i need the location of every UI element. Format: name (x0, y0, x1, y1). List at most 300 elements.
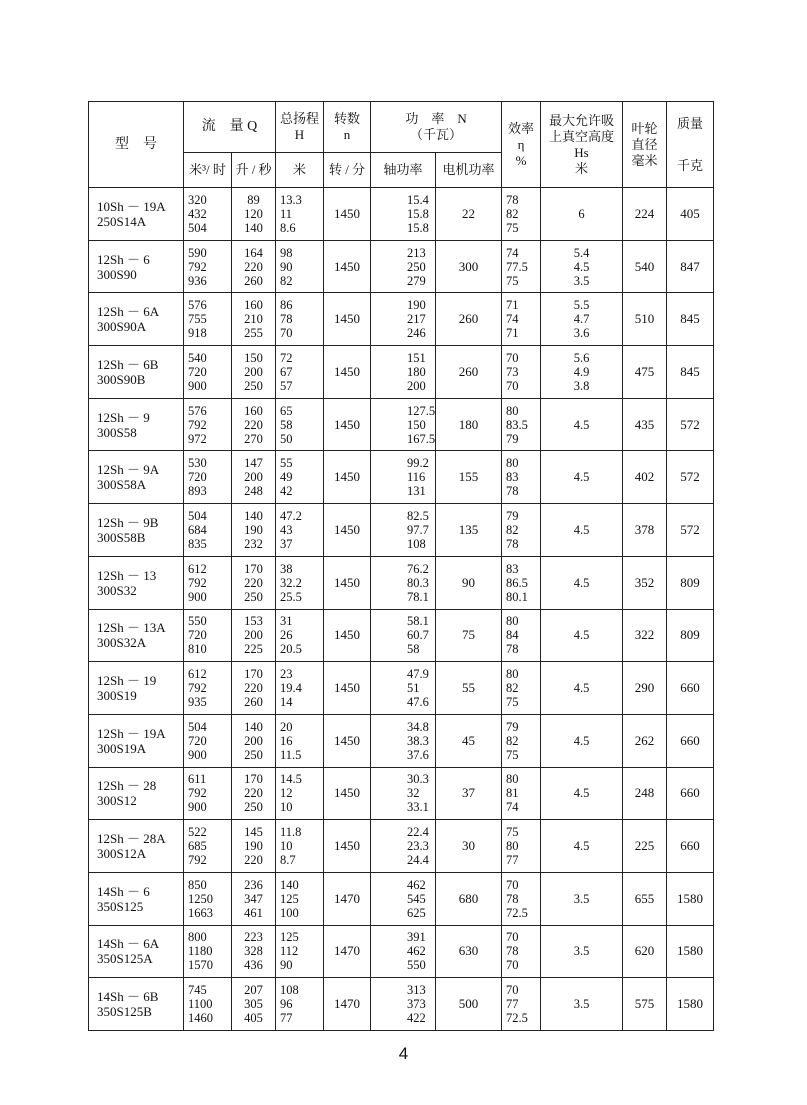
table-row (89, 451, 714, 504)
cell-line: 250S14A (97, 213, 147, 229)
cell-line: 900 (188, 747, 207, 762)
cell-head (276, 398, 324, 451)
header-head-title: 总扬程 (279, 111, 319, 126)
cell-hs (541, 609, 623, 662)
cell-line: 550 (188, 614, 207, 629)
table-row (89, 978, 714, 1031)
cell-head (276, 504, 324, 557)
cell-line: 150 (407, 417, 426, 432)
cell-line: 900 (188, 378, 207, 393)
cell-line: 76.2 (407, 561, 429, 576)
cell-line: 80 (506, 772, 519, 787)
cell-q-m3h (184, 978, 232, 1031)
cell-line: 71 (506, 326, 519, 341)
cell-line: 170 (244, 772, 263, 787)
cell-speed: 1450 (324, 820, 371, 873)
cell-line: 4.5 (573, 417, 590, 432)
header-speed-unit: 转 / 分 (324, 153, 371, 188)
cell-line: 248 (244, 484, 263, 499)
cell-line: 24.4 (407, 853, 429, 868)
cell-line: 96 (280, 997, 293, 1012)
cell-line: 58.1 (407, 614, 429, 629)
cell-line: 15.4 (407, 192, 429, 207)
cell-q-m3h (184, 820, 232, 873)
cell-line: 12Sh － 6 (97, 251, 150, 267)
cell-eff (502, 662, 541, 715)
cell-hs (541, 556, 623, 609)
cell-line: 70 (506, 958, 519, 973)
cell-line: 4.5 (573, 681, 590, 696)
cell-impeller: 378 (623, 504, 667, 557)
table-header (89, 102, 714, 188)
cell-line: 80.1 (506, 589, 528, 604)
cell-q-m3h (184, 556, 232, 609)
header-impeller (623, 102, 667, 188)
cell-line: 15.8 (407, 220, 429, 235)
cell-line: 12Sh － 19 (97, 673, 157, 689)
cell-speed: 1450 (324, 662, 371, 715)
cell-line: 255 (244, 326, 263, 341)
header-power (371, 102, 502, 153)
cell-hs (541, 820, 623, 873)
cell-q-ls (232, 504, 276, 557)
cell-q-m3h (184, 872, 232, 925)
cell-line: 70 (506, 877, 519, 892)
cell-line: 300S90 (97, 266, 137, 282)
cell-eff (502, 451, 541, 504)
cell-line: 220 (244, 681, 263, 696)
cell-line: 893 (188, 484, 207, 499)
cell-line: 3.5 (573, 944, 590, 959)
table-row (89, 662, 714, 715)
cell-line: 80 (506, 456, 519, 471)
header-efficiency-unit: % (515, 152, 527, 168)
cell-line: 504 (188, 719, 207, 734)
cell-line: 60.7 (407, 628, 429, 643)
cell-line: 82 (506, 733, 519, 748)
cell-line: 55 (280, 456, 293, 471)
table-row (89, 556, 714, 609)
cell-motor: 75 (436, 609, 502, 662)
cell-motor: 300 (436, 240, 502, 293)
table-row (89, 609, 714, 662)
cell-eff (502, 293, 541, 346)
cell-line: 80 (506, 403, 519, 418)
cell-line: 260 (244, 695, 263, 710)
cell-line: 200 (244, 364, 263, 379)
cell-line: 4.7 (573, 312, 590, 327)
cell-q-m3h (184, 451, 232, 504)
header-head (276, 102, 324, 153)
cell-shaft (371, 767, 436, 820)
table-row (89, 872, 714, 925)
cell-line: 75 (506, 695, 519, 710)
cell-q-ls (232, 346, 276, 399)
header-suction-unit: 米 (575, 160, 589, 176)
cell-line: 220 (244, 575, 263, 590)
cell-line: 164 (244, 245, 263, 260)
cell-eff (502, 556, 541, 609)
table-row (89, 925, 714, 978)
header-model: 型 号 (89, 102, 184, 188)
cell-line: 462 (407, 877, 426, 892)
cell-line: 32 (407, 786, 420, 801)
cell-line: 120 (244, 206, 263, 221)
cell-model (89, 398, 184, 451)
cell-hs (541, 872, 623, 925)
cell-line: 34.8 (407, 719, 429, 734)
cell-q-ls (232, 451, 276, 504)
cell-model (89, 714, 184, 767)
cell-hs (541, 398, 623, 451)
cell-head (276, 240, 324, 293)
cell-line: 11.5 (280, 747, 302, 762)
cell-line: 82 (280, 273, 293, 288)
cell-line: 5.6 (573, 350, 590, 365)
table-row (89, 293, 714, 346)
cell-line: 300S58 (97, 424, 137, 440)
cell-line: 461 (244, 905, 263, 920)
cell-line: 140 (244, 508, 263, 523)
cell-line: 720 (188, 733, 207, 748)
cell-line: 147 (244, 456, 263, 471)
cell-line: 436 (244, 958, 263, 973)
cell-line: 918 (188, 326, 207, 341)
cell-line: 38 (280, 561, 293, 576)
cell-head (276, 872, 324, 925)
cell-line: 78 (506, 891, 519, 906)
cell-line: 78.1 (407, 589, 429, 604)
cell-mass: 660 (667, 767, 714, 820)
cell-line: 347 (244, 891, 263, 906)
cell-line: 300S19 (97, 688, 137, 704)
cell-line: 150 (244, 350, 263, 365)
cell-line: 75 (506, 220, 519, 235)
cell-line: 100 (280, 905, 299, 920)
cell-mass: 845 (667, 346, 714, 399)
table-row (89, 504, 714, 557)
cell-line: 112 (280, 944, 299, 959)
header-power-title: 功 率 N (405, 111, 467, 126)
cell-line: 14.5 (280, 772, 302, 787)
cell-impeller: 290 (623, 662, 667, 715)
cell-line: 47.9 (407, 667, 429, 682)
cell-line: 116 (407, 470, 426, 485)
cell-line: 792 (188, 786, 207, 801)
cell-head (276, 346, 324, 399)
cell-head (276, 662, 324, 715)
cell-q-ls (232, 872, 276, 925)
cell-head (276, 925, 324, 978)
cell-line: 422 (407, 1011, 426, 1026)
cell-line: 8.7 (280, 853, 296, 868)
cell-line: 89 (247, 192, 260, 207)
cell-eff (502, 820, 541, 873)
cell-line: 462 (407, 944, 426, 959)
cell-speed: 1450 (324, 504, 371, 557)
cell-line: 300S32A (97, 635, 147, 651)
cell-line: 576 (188, 298, 207, 313)
cell-hs (541, 978, 623, 1031)
cell-line: 590 (188, 245, 207, 260)
cell-line: 74 (506, 800, 519, 815)
cell-impeller: 510 (623, 293, 667, 346)
cell-motor: 135 (436, 504, 502, 557)
cell-line: 685 (188, 839, 207, 854)
cell-line: 33.1 (407, 800, 429, 815)
cell-shaft (371, 978, 436, 1031)
cell-line: 108 (407, 536, 426, 551)
cell-line: 200 (244, 628, 263, 643)
cell-line: 30.3 (407, 772, 429, 787)
cell-line: 83 (506, 561, 519, 576)
cell-line: 720 (188, 628, 207, 643)
cell-q-m3h (184, 662, 232, 715)
cell-q-ls (232, 714, 276, 767)
cell-line: 90 (280, 958, 293, 973)
cell-line: 10 (280, 800, 293, 815)
cell-line: 98 (280, 245, 293, 260)
cell-line: 300S58A (97, 477, 147, 493)
cell-line: 131 (407, 484, 426, 499)
cell-line: 213 (407, 245, 426, 260)
cell-q-ls (232, 240, 276, 293)
cell-line: 200 (407, 378, 426, 393)
cell-line: 3.5 (573, 273, 590, 288)
cell-model (89, 293, 184, 346)
cell-shaft (371, 872, 436, 925)
cell-line: 936 (188, 273, 207, 288)
cell-line: 74 (506, 312, 519, 327)
cell-line: 3.8 (573, 378, 590, 393)
cell-head (276, 609, 324, 662)
cell-line: 73 (506, 364, 519, 379)
cell-mass: 405 (667, 188, 714, 241)
cell-hs (541, 293, 623, 346)
cell-line: 576 (188, 403, 207, 418)
cell-q-m3h (184, 504, 232, 557)
cell-eff (502, 872, 541, 925)
cell-line: 250 (407, 259, 426, 274)
cell-line: 250 (244, 747, 263, 762)
cell-line: 300S58B (97, 529, 146, 545)
cell-speed: 1470 (324, 925, 371, 978)
cell-line: 71 (506, 298, 519, 313)
cell-line: 23.3 (407, 839, 429, 854)
cell-line: 220 (244, 786, 263, 801)
cell-q-m3h (184, 767, 232, 820)
cell-line: 43 (280, 522, 293, 537)
cell-line: 79 (506, 431, 519, 446)
cell-model (89, 662, 184, 715)
cell-head (276, 556, 324, 609)
cell-line: 11.8 (280, 825, 302, 840)
cell-head (276, 978, 324, 1031)
cell-line: 82 (506, 681, 519, 696)
cell-line: 82 (506, 206, 519, 221)
cell-line: 80 (506, 614, 519, 629)
cell-shaft (371, 714, 436, 767)
cell-line: 900 (188, 589, 207, 604)
cell-line: 313 (407, 983, 426, 998)
cell-head (276, 188, 324, 241)
table-row (89, 346, 714, 399)
cell-line: 246 (407, 326, 426, 341)
cell-line: 97.7 (407, 522, 429, 537)
cell-line: 19.4 (280, 681, 302, 696)
cell-line: 4.5 (573, 786, 590, 801)
cell-impeller: 540 (623, 240, 667, 293)
cell-line: 77 (280, 1011, 293, 1026)
cell-line: 140 (280, 877, 299, 892)
header-mass (667, 102, 714, 188)
cell-impeller: 224 (623, 188, 667, 241)
cell-line: 80.3 (407, 575, 429, 590)
cell-line: 70 (506, 930, 519, 945)
cell-model (89, 346, 184, 399)
cell-speed: 1450 (324, 451, 371, 504)
cell-line: 4.5 (573, 839, 590, 854)
cell-line: 1460 (188, 1011, 213, 1026)
cell-speed: 1470 (324, 978, 371, 1031)
cell-line: 530 (188, 456, 207, 471)
cell-line: 720 (188, 470, 207, 485)
cell-speed: 1450 (324, 767, 371, 820)
cell-line: 12Sh － 6A (97, 304, 160, 320)
cell-line: 77 (506, 997, 519, 1012)
cell-line: 14Sh － 6 (97, 883, 150, 899)
header-flow-m3h: 米³/ 时 (184, 153, 232, 188)
cell-mass: 572 (667, 398, 714, 451)
cell-shaft (371, 451, 436, 504)
cell-line: 200 (244, 470, 263, 485)
cell-line: 31 (280, 614, 293, 629)
cell-line: 78 (506, 536, 519, 551)
cell-line: 350S125 (97, 898, 144, 914)
cell-model (89, 451, 184, 504)
header-power-unit: （千瓦） (410, 127, 463, 142)
cell-hs (541, 451, 623, 504)
cell-shaft (371, 556, 436, 609)
cell-motor: 180 (436, 398, 502, 451)
cell-line: 153 (244, 614, 263, 629)
cell-line: 236 (244, 877, 263, 892)
cell-line: 14 (280, 695, 293, 710)
cell-line: 755 (188, 312, 207, 327)
cell-line: 540 (188, 350, 207, 365)
cell-line: 835 (188, 536, 207, 551)
cell-model (89, 925, 184, 978)
cell-line: 792 (188, 853, 207, 868)
cell-line: 160 (244, 298, 263, 313)
cell-line: 550 (407, 958, 426, 973)
cell-line: 300S12 (97, 793, 137, 809)
cell-line: 3.6 (573, 326, 590, 341)
header-head-unit: 米 (276, 153, 324, 188)
cell-line: 74 (506, 245, 519, 260)
cell-line: 12Sh － 13A (97, 620, 166, 636)
cell-line: 4.5 (573, 628, 590, 643)
cell-line: 12Sh － 28 (97, 778, 157, 794)
cell-q-m3h (184, 346, 232, 399)
cell-line: 3.5 (573, 997, 590, 1012)
cell-head (276, 293, 324, 346)
cell-line: 260 (244, 273, 263, 288)
cell-mass: 660 (667, 820, 714, 873)
cell-q-ls (232, 188, 276, 241)
cell-line: 625 (407, 905, 426, 920)
cell-line: 850 (188, 877, 207, 892)
cell-line: 220 (244, 259, 263, 274)
cell-line: 22.4 (407, 825, 429, 840)
cell-line: 170 (244, 667, 263, 682)
cell-line: 99.2 (407, 456, 429, 471)
cell-line: 250 (244, 589, 263, 604)
cell-line: 12Sh － 9A (97, 462, 160, 478)
cell-shaft (371, 820, 436, 873)
cell-line: 720 (188, 364, 207, 379)
cell-line: 83.5 (506, 417, 528, 432)
cell-line: 4.9 (573, 364, 590, 379)
cell-eff (502, 188, 541, 241)
cell-hs (541, 240, 623, 293)
cell-line: 58 (280, 417, 293, 432)
cell-motor: 45 (436, 714, 502, 767)
cell-speed: 1450 (324, 293, 371, 346)
cell-line: 79 (506, 508, 519, 523)
cell-shaft (371, 293, 436, 346)
cell-line: 373 (407, 997, 426, 1012)
cell-line: 504 (188, 220, 207, 235)
cell-line: 200 (244, 733, 263, 748)
cell-eff (502, 504, 541, 557)
cell-line: 32.2 (280, 575, 302, 590)
cell-head (276, 820, 324, 873)
cell-eff (502, 398, 541, 451)
cell-line: 350S125B (97, 1004, 152, 1020)
cell-line: 6 (578, 206, 585, 221)
cell-impeller: 402 (623, 451, 667, 504)
cell-hs (541, 504, 623, 557)
cell-line: 20 (280, 719, 293, 734)
cell-shaft (371, 925, 436, 978)
cell-q-m3h (184, 925, 232, 978)
cell-line: 300S90B (97, 371, 146, 387)
cell-line: 12Sh － 9 (97, 409, 150, 425)
cell-line: 79 (506, 719, 519, 734)
cell-line: 151 (407, 350, 426, 365)
cell-line: 20.5 (280, 642, 302, 657)
header-impeller-2: 直径 (631, 136, 658, 152)
cell-line: 792 (188, 259, 207, 274)
cell-line: 125 (280, 891, 299, 906)
cell-line: 170 (244, 561, 263, 576)
cell-impeller: 322 (623, 609, 667, 662)
header-suction-title-1: 最大允许吸 (549, 112, 615, 128)
cell-mass: 1580 (667, 872, 714, 925)
table-row (89, 714, 714, 767)
cell-hs (541, 346, 623, 399)
cell-mass: 847 (667, 240, 714, 293)
cell-line: 745 (188, 983, 207, 998)
cell-motor: 630 (436, 925, 502, 978)
cell-line: 67 (280, 364, 293, 379)
cell-line: 13.3 (280, 192, 302, 207)
cell-line: 792 (188, 681, 207, 696)
cell-impeller: 655 (623, 872, 667, 925)
cell-impeller: 475 (623, 346, 667, 399)
cell-line: 432 (188, 206, 207, 221)
